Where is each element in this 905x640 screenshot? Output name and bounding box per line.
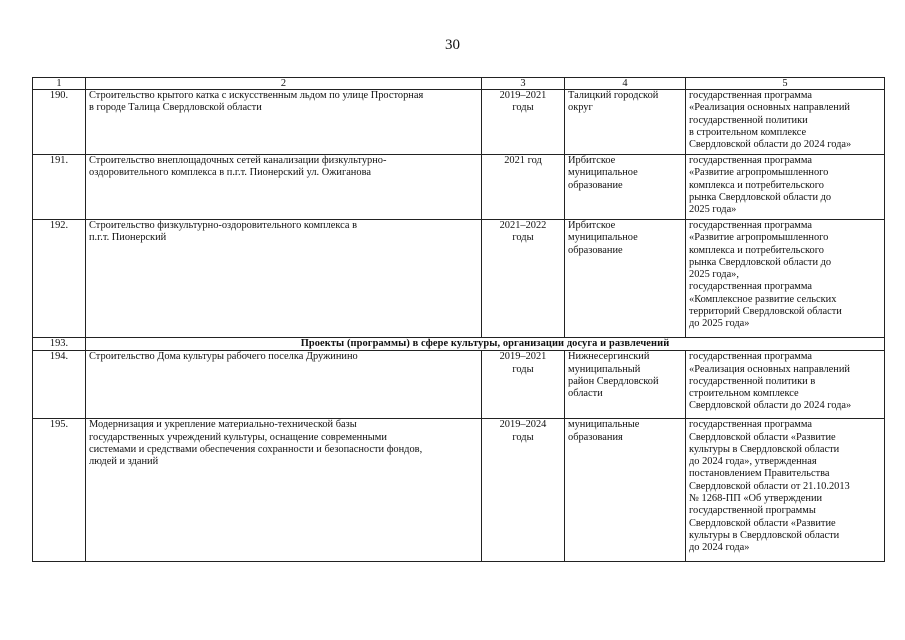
- project-name: Строительство физкультурно-оздоровительного комплекса в п.г.т. Пионерский: [86, 220, 482, 338]
- row-number: 192.: [33, 220, 86, 338]
- state-program: государственная программа Свердловской области «Развитие культуры в Свердловской области до 2024 года», утвержденная постановлением Правительства Свердловской области от 21.10.2013 № 1268-ПП «Об утверждении государственной программы Свердловской области «Развитие культуры в Свердловской области до 2024 года»: [686, 419, 885, 562]
- project-name: Строительство внеплощадочных сетей канализации физкультурно- оздоровительного комплекса в п.г.т. Пионерский ул. Ожиганова: [86, 155, 482, 220]
- row-number: 195.: [33, 419, 86, 562]
- table-row: [33, 155, 885, 220]
- column-header: 2: [86, 78, 482, 90]
- project-name: Модернизация и укрепление материально-технической базы государственных учреждений культуры, оснащение современными системами и средствами обеспечения сохранности и безопасности фондов, людей и зданий: [86, 419, 482, 562]
- project-name: Строительство Дома культуры рабочего поселка Дружинино: [86, 351, 482, 419]
- state-program: государственная программа «Реализация основных направлений государственной политики в строительном комплексе Свердловской области до 2024 года»: [686, 351, 885, 419]
- table-row: [33, 419, 885, 562]
- row-number: 193.: [33, 338, 86, 351]
- state-program: государственная программа «Развитие агропромышленного комплекса и потребительского рынка Свердловской области до 2025 года»: [686, 155, 885, 220]
- project-territory: Нижнесергинский муниципальный район Свердловской области: [565, 351, 686, 419]
- project-territory: Ирбитское муниципальное образование: [565, 220, 686, 338]
- project-years: 2019–2021 годы: [482, 351, 565, 419]
- table-row: [33, 351, 885, 419]
- state-program: государственная программа «Реализация основных направлений государственной политики в строительном комплексе Свердловской области до 2024 года»: [686, 90, 885, 155]
- row-number: 191.: [33, 155, 86, 220]
- state-program: государственная программа «Развитие агропромышленного комплекса и потребительского рынка Свердловской области до 2025 года», государственная программа «Комплексное развитие сельских территорий Свердловской области до 2025 года»: [686, 220, 885, 338]
- column-number-row: [33, 78, 885, 90]
- project-years: 2019–2024 годы: [482, 419, 565, 562]
- table-row: [33, 90, 885, 155]
- section-title: Проекты (программы) в сфере культуры, организации досуга и развлечений: [86, 338, 885, 351]
- row-number: 190.: [33, 90, 86, 155]
- page-number: 30: [445, 37, 460, 53]
- project-territory: Талицкий городской округ: [565, 90, 686, 155]
- section-row: [33, 338, 885, 351]
- column-header: 3: [482, 78, 565, 90]
- row-number: 194.: [33, 351, 86, 419]
- project-territory: муниципальные образования: [565, 419, 686, 562]
- projects-table: [32, 77, 885, 562]
- project-name: Строительство крытого катка с искусственным льдом по улице Просторная в городе Талица Свердловской области: [86, 90, 482, 155]
- column-header: 1: [33, 78, 86, 90]
- column-header: 5: [686, 78, 885, 90]
- project-territory: Ирбитское муниципальное образование: [565, 155, 686, 220]
- project-years: 2021 год: [482, 155, 565, 220]
- table-row: [33, 220, 885, 338]
- project-years: 2019–2021 годы: [482, 90, 565, 155]
- project-years: 2021–2022 годы: [482, 220, 565, 338]
- column-header: 4: [565, 78, 686, 90]
